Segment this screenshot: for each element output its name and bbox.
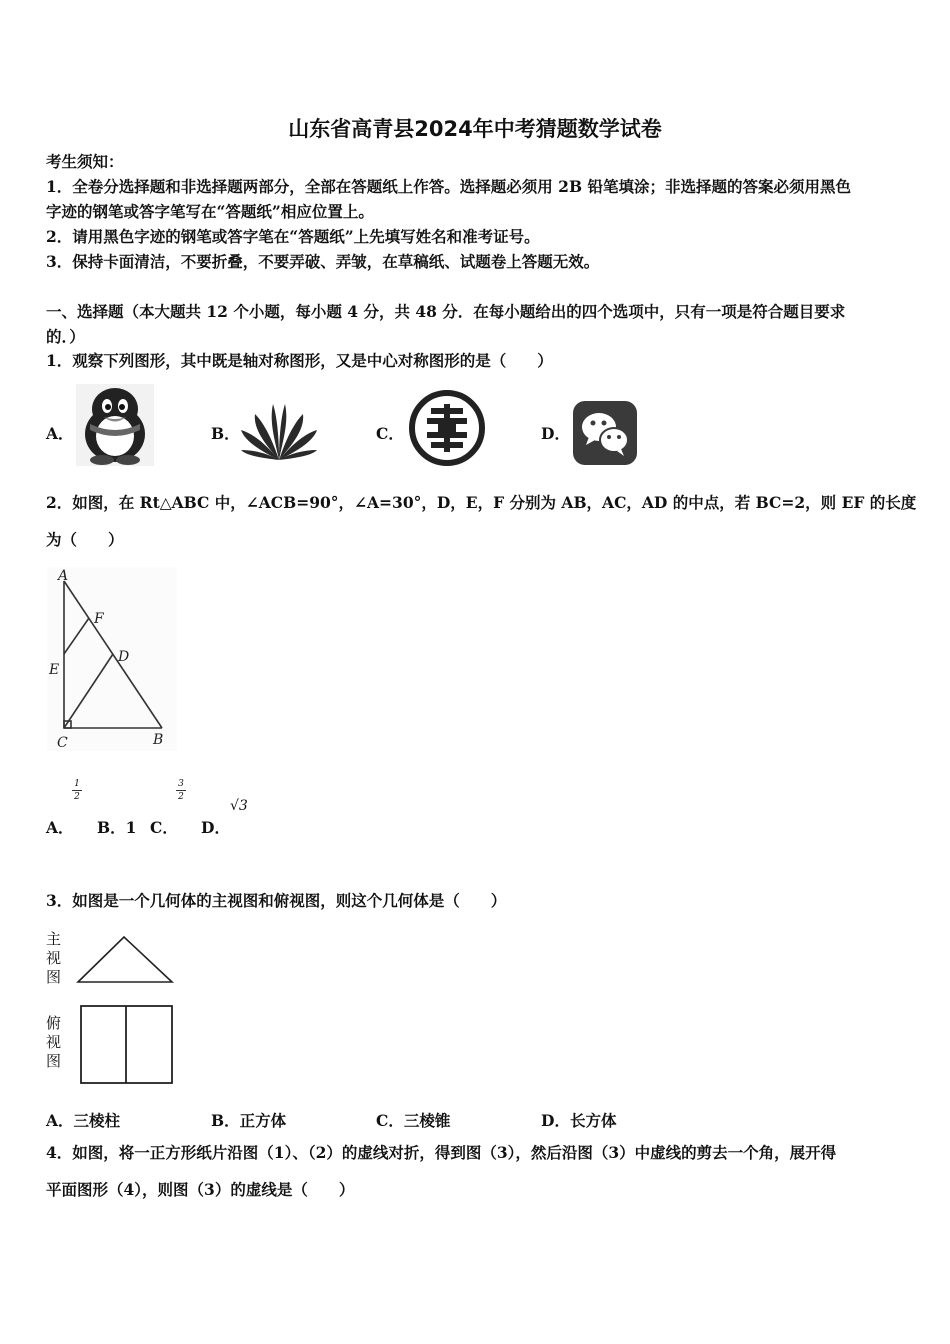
section-heading-line-1: 一、选择题（本大题共 12 个小题，每小题 4 分，共 48 分．在每小题给出的四个选项中，只有一项是符合题目要求 — [46, 302, 846, 321]
front-view-triangle — [74, 934, 176, 986]
q2-stem-line-1: 2．如图，在 Rt△ABC 中，∠ACB=90°，∠A=30°，D，E，F 分别为 AB，AC，AD 的中点，若 BC=2，则 EF 的长度 — [46, 493, 917, 512]
q1-option-b-label: B． — [211, 424, 240, 443]
q1-stem: 1．观察下列图形，其中既是轴对称图形，又是中心对称图形的是（ ） — [46, 351, 553, 370]
notice-line-3: 3．保持卡面清洁，不要折叠，不要弄破、弄皱，在草稿纸、试题卷上答题无效。 — [46, 252, 600, 271]
q1-option-a-label: A． — [46, 424, 74, 443]
q2-option-c: C． — [150, 818, 178, 837]
front-view-char: 视 — [46, 949, 62, 967]
q2-option-a: A． — [46, 818, 74, 837]
q3-option-c: C．三棱锥 — [376, 1111, 451, 1130]
fraction-numerator: 1 — [74, 779, 80, 789]
front-view-label — [46, 930, 64, 987]
q3-stem: 3．如图是一个几何体的主视图和俯视图，则这个几何体是（ ） — [46, 891, 507, 910]
label-c: C — [57, 735, 68, 751]
label-a: A — [58, 568, 69, 584]
top-view-char: 图 — [46, 1052, 62, 1070]
section-heading-line-2: 的．） — [46, 327, 85, 346]
q1-option-c-label: C． — [376, 424, 404, 443]
label-f: F — [94, 611, 104, 627]
qq-penguin-icon — [76, 384, 154, 466]
q3-option-a: A．三棱柱 — [46, 1111, 121, 1130]
fraction-one-half — [72, 779, 82, 802]
top-view-rectangle — [79, 1004, 175, 1086]
q2-option-d: D． — [201, 818, 230, 837]
front-view-char: 主 — [46, 930, 62, 948]
triangle-abc-figure — [46, 566, 178, 752]
top-view-char: 俯 — [46, 1014, 62, 1032]
notice-line-1a: 1．全卷分选择题和非选择题两部分，全部在答题纸上作答。选择题必须用 2B 铅笔填涂；非选择题的答案必须用黑色 — [46, 177, 851, 196]
page-title: 山东省高青县2024年中考猜题数学试卷 — [288, 117, 662, 141]
front-view-char: 图 — [46, 968, 62, 986]
wechat-logo-icon — [572, 400, 638, 466]
notice-heading: 考生须知： — [46, 152, 124, 171]
q4-stem-line-2: 平面图形（4），则图（3）的虚线是（ ） — [46, 1180, 355, 1199]
notice-line-2: 2．请用黑色字迹的钢笔或答字笔在“答题纸”上先填写姓名和准考证号。 — [46, 227, 540, 246]
q1-option-d-label: D． — [541, 424, 570, 443]
q2-option-b: B．1 — [97, 818, 137, 837]
q3-option-d: D．长方体 — [541, 1111, 617, 1130]
notice-line-1b: 字迹的钢笔或答字笔写在“答题纸”相应位置上。 — [46, 202, 374, 221]
fraction-three-half — [176, 779, 186, 802]
label-e: E — [49, 662, 60, 678]
huawei-logo-icon — [239, 396, 319, 466]
q3-option-b: B．正方体 — [211, 1111, 287, 1130]
sqrt-three: √3 — [230, 798, 248, 814]
top-view-label — [46, 1014, 64, 1071]
fraction-denominator: 2 — [74, 792, 80, 802]
q4-stem-line-1: 4．如图，将一正方形纸片沿图（1）、（2）的虚线对折，得到图（3），然后沿图（3）中虚线的剪去一个角，展开得 — [46, 1143, 837, 1162]
icbc-bank-logo-icon — [408, 389, 486, 467]
fraction-denominator: 2 — [178, 792, 184, 802]
fraction-numerator: 3 — [178, 779, 184, 789]
label-d: D — [118, 649, 130, 665]
q2-stem-line-2: 为（ ） — [46, 530, 124, 549]
top-view-char: 视 — [46, 1033, 62, 1051]
label-b: B — [153, 732, 164, 748]
